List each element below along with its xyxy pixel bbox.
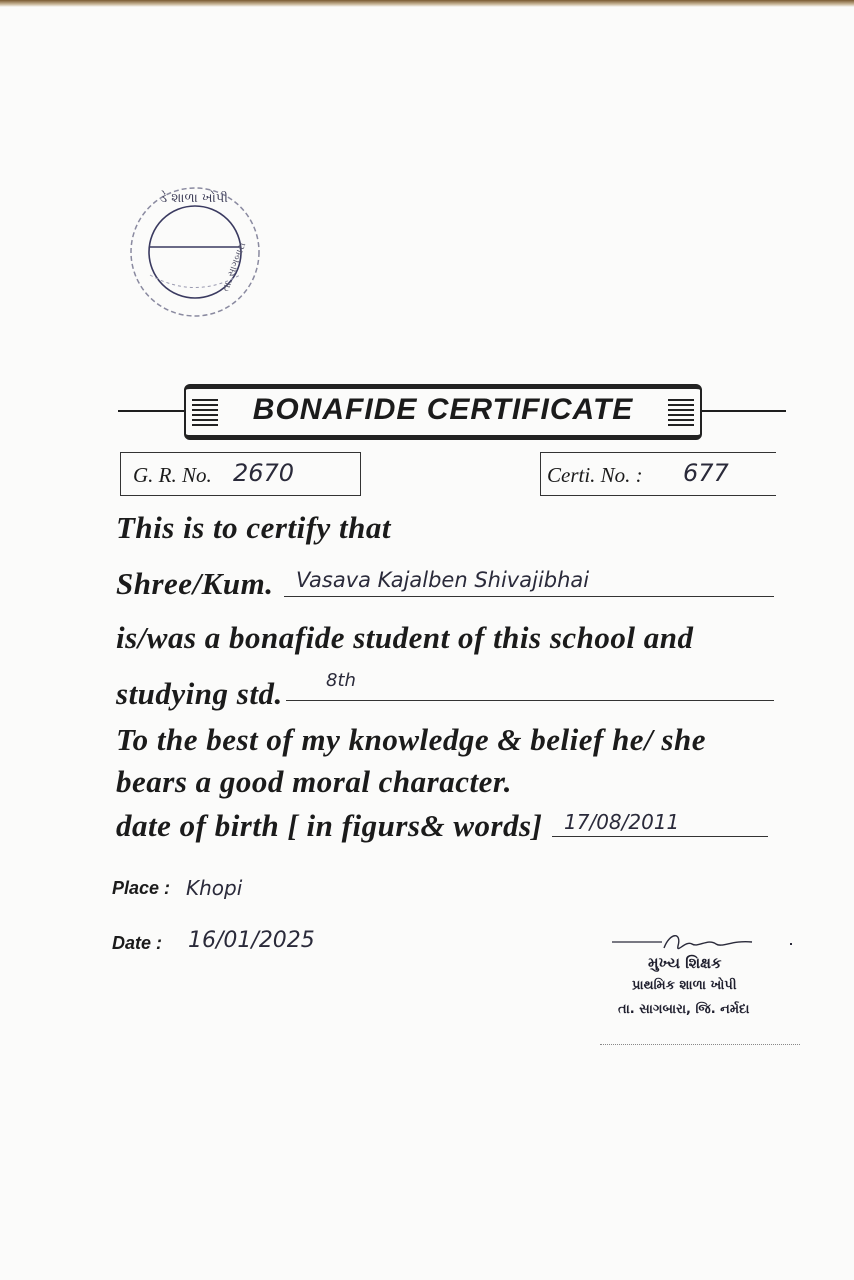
taluka-district-stamp: તા. સાગબારા, જિ. નર્મદા bbox=[618, 1002, 750, 1017]
heading-stripes-right bbox=[668, 399, 694, 427]
headmaster-title: મુખ્ય શિક્ષક bbox=[648, 954, 722, 972]
knowledge-line: To the best of my knowledge & belief he/ she bbox=[116, 722, 706, 757]
heading-banner bbox=[184, 384, 702, 440]
school-name-stamp: પ્રાથમિક શાળા ખોપી bbox=[632, 978, 737, 993]
stamp-text-top: ડે શાળા ખોપી bbox=[160, 191, 229, 206]
paper-top-edge bbox=[0, 0, 854, 7]
date-value: 16/01/2025 bbox=[188, 928, 315, 953]
certificate-number-box bbox=[540, 452, 776, 496]
name-underline bbox=[284, 596, 774, 597]
place-label: Place : bbox=[112, 878, 171, 898]
gr-number-box bbox=[120, 452, 361, 496]
stamp-bottom-rule bbox=[600, 1044, 800, 1045]
bonafide-line: is/was a bonafide student of this school and bbox=[116, 620, 694, 655]
dob-label: date of birth [ in figurs& words] bbox=[116, 808, 543, 843]
certi-value: 677 bbox=[683, 459, 729, 487]
heading-stripes-left bbox=[192, 399, 218, 427]
certify-line: This is to certify that bbox=[116, 510, 391, 545]
heading-rule-left bbox=[118, 410, 186, 412]
certi-label: Certi. No. : bbox=[547, 463, 643, 487]
stamp-text-side: તા. સાગબારા bbox=[220, 240, 249, 294]
std-label: studying std. bbox=[116, 676, 283, 711]
heading-rule-right bbox=[700, 410, 786, 412]
name-label: Shree/Kum. bbox=[116, 566, 274, 601]
dob-value: 17/08/2011 bbox=[564, 810, 680, 834]
gr-label: G. R. No. bbox=[133, 463, 212, 487]
place-value: Khopi bbox=[186, 876, 243, 900]
student-name-value: Vasava Kajalben Shivajibhai bbox=[296, 568, 590, 592]
std-underline bbox=[286, 700, 774, 701]
dob-underline bbox=[552, 836, 768, 837]
gr-value: 2670 bbox=[233, 459, 295, 487]
std-value: 8th bbox=[326, 670, 356, 691]
school-round-stamp bbox=[120, 180, 270, 325]
date-label: Date : bbox=[112, 933, 163, 953]
certificate-title: BONAFIDE CERTIFICATE bbox=[252, 393, 634, 426]
character-line: bears a good moral character. bbox=[116, 764, 512, 799]
